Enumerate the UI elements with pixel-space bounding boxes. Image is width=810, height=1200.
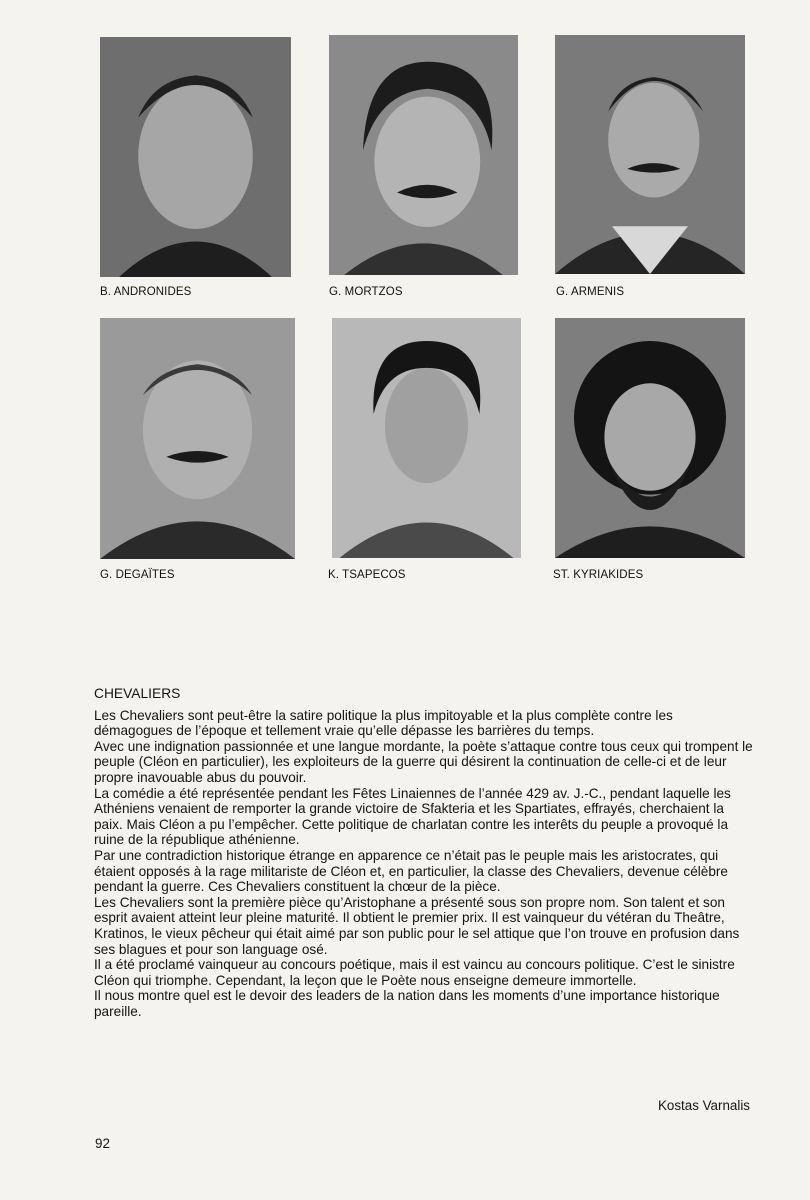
article-paragraph: Avec une indignation passionnée et une langue mordante, la poète s’attaque contre tous ceux qui trompent le peuple (Cléon en particulier), les exploiteurs de la guerre qui désirent la continuation de celle-ci et de leur propre inavouable abus du pouvoir. xyxy=(94,738,753,785)
portrait-caption: K. TSAPECOS xyxy=(328,569,406,581)
portrait-photo-icon xyxy=(329,35,518,275)
page-number: 92 xyxy=(95,1136,110,1151)
portrait-caption: G. DEGAÏTES xyxy=(100,569,175,581)
portrait-photo-icon xyxy=(332,318,521,558)
article-paragraph: Par une contradiction historique étrange en apparence ce n’était pas le peuple mais les aristocrates, qui étaient opposés à la rage militariste de Cléon et, en particulier, la classe des Chevaliers, devenue célèbre pendant la guerre. Ces Chevaliers constituent la chœur de la pièce. xyxy=(94,847,728,895)
article-author: Kostas Varnalis xyxy=(657,1098,750,1113)
portrait-photo-armenis xyxy=(555,35,745,274)
portrait-photo-andronides xyxy=(100,37,291,277)
portrait-photo-tsapecos xyxy=(332,318,521,558)
article xyxy=(94,686,754,1019)
article-title: CHEVALIERS xyxy=(94,686,181,701)
article-paragraph: Les Chevaliers sont peut-être la satire politique la plus impitoyable et la plus complète contre les démagogues de l’époque et tellement vraie qu’elle dépasse les barrières du temps. xyxy=(94,707,673,739)
portrait-photo-kyriakides xyxy=(555,318,745,558)
portrait-caption: G. MORTZOS xyxy=(329,286,403,298)
portrait-photo-icon xyxy=(100,37,291,277)
portrait-photo-icon xyxy=(555,35,745,274)
article-paragraph: La comédie a été représentée pendant les Fêtes Linaiennes de l’année 429 av. J.-C., pendant laquelle les Athéniens venaient de remporter la grande victoire de Sfakteria et les Spartiates, effrayés, cherchaient la paix. Mais Cléon a pu l’empêcher. Cette politique de charlatan contre les interêts du peuple a provoqué la ruine de la république athénienne. xyxy=(94,785,731,848)
portrait-photo-icon xyxy=(555,318,745,558)
article-paragraph: Les Chevaliers sont la première pièce qu’Aristophane a présenté sous son propre nom. Son talent et son esprit avaient atteint leur pleine maturité. Il obtient le premier prix. Il est vainqueur du vétéran du Theâtre, Kratinos, le vieux pêcheur qui était aimé par son public pour le sel attique que l’on trouve en profusion dans ses blagues et pour son language osé. xyxy=(94,894,740,957)
portrait-caption: ST. KYRIAKIDES xyxy=(553,569,644,581)
portrait-photo-icon xyxy=(100,318,295,559)
portrait-photo-mortzos xyxy=(329,35,518,275)
portrait-caption: G. ARMENIS xyxy=(556,286,625,298)
article-paragraph: Il a été proclamé vainqueur au concours poétique, mais il est vaincu au concours politique. C’est le sinistre Cléon qui triomphe. Cependant, la leçon que le Poète nous enseigne demeure immortelle. xyxy=(94,957,735,988)
portrait-photo-degaites xyxy=(100,318,295,559)
portrait-caption: B. ANDRONIDES xyxy=(100,286,192,298)
article-paragraph: Il nous montre quel est le devoir des leaders de la nation dans les moments d’une importance historique pareille. xyxy=(94,988,720,1019)
